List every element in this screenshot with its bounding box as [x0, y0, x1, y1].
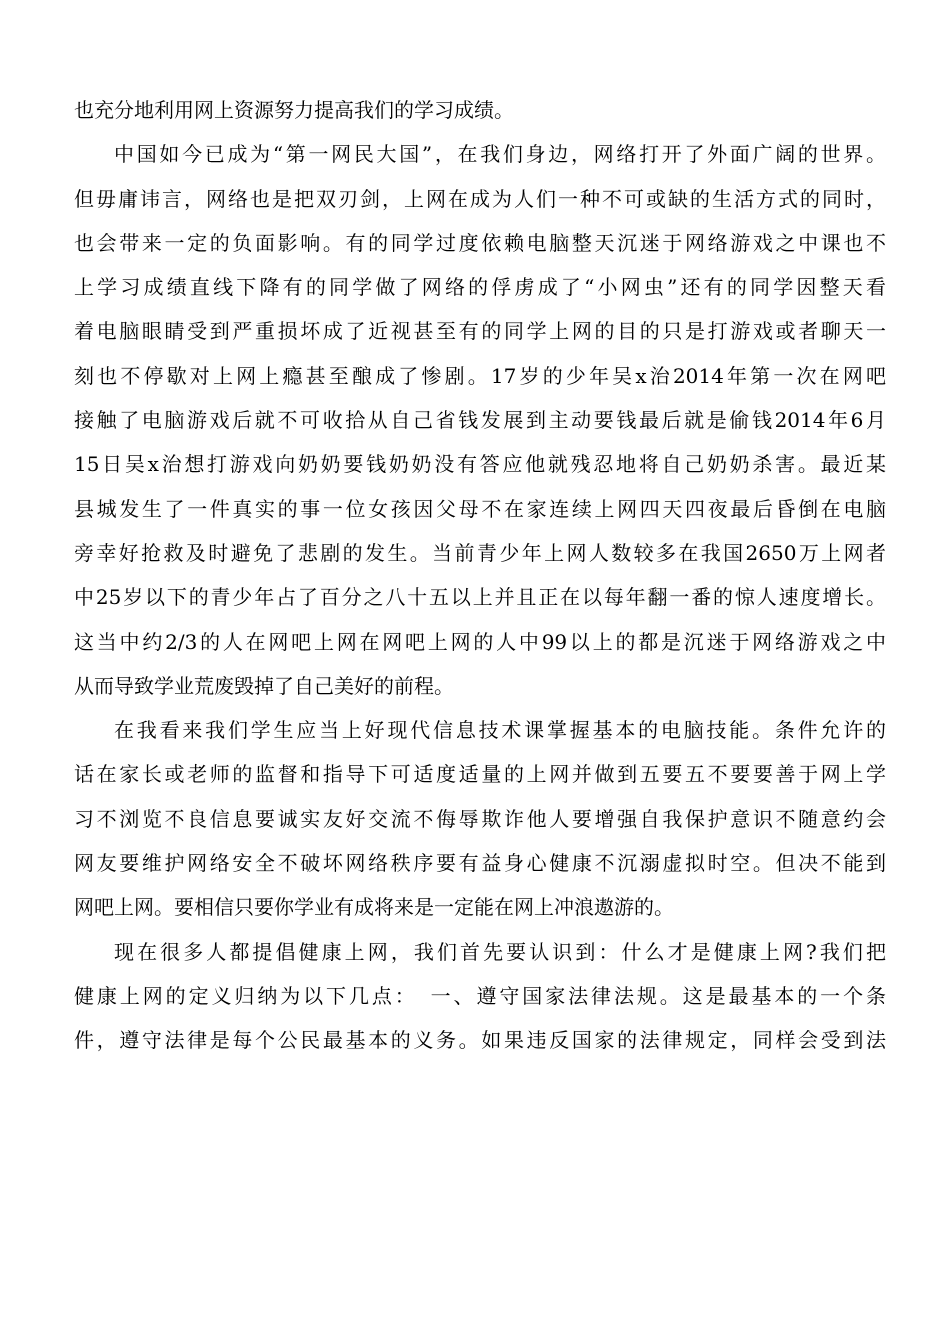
- text-line: 中25岁以下的青少年占了百分之八十五以上并且正在以每年翻一番的惊人速度增长。: [74, 585, 886, 610]
- text-line: 现在很多人都提倡健康上网，我们首先要认识到：什么才是健康上网?我们把: [114, 939, 886, 964]
- text-line: 网友要维护网络安全不破坏网络秩序要有益身心健康不沉溺虚拟时空。但决不能到: [74, 851, 886, 876]
- text-line: 中国如今已成为“第一网民大国”，在我们身边，网络打开了外面广阔的世界。: [114, 142, 886, 167]
- text-line: 旁幸好抢救及时避免了悲剧的发生。当前青少年上网人数较多在我国2650万上网者: [74, 540, 886, 565]
- paragraph: [74, 88, 886, 132]
- text-line: 这当中约2/3的人在网吧上网在网吧上网的人中99以上的都是沉迷于网络游戏之中: [74, 629, 886, 654]
- text-line: 着电脑眼睛受到严重损坏成了近视甚至有的同学上网的目的只是打游戏或者聊天一: [74, 319, 886, 344]
- text-line: 网吧上网。要相信只要你学业有成将来是一定能在网上冲浪遨游的。: [74, 895, 674, 920]
- text-line: 刻也不停歇对上网上瘾甚至酿成了惨剧。17岁的少年吴x治2014年第一次在网吧: [74, 363, 886, 388]
- paragraph: [74, 930, 886, 1063]
- text-line: 15日吴x治想打游戏向奶奶要钱奶奶没有答应他就残忍地将自己奶奶杀害。最近某: [74, 452, 886, 477]
- text-line: 也会带来一定的负面影响。有的同学过度依赖电脑整天沉迷于网络游戏之中课也不: [74, 230, 886, 255]
- text-line: 件，遵守法律是每个公民最基本的义务。如果违反国家的法律规定，同样会受到法: [74, 1028, 886, 1053]
- paragraph: [74, 132, 886, 708]
- text-line: 健康上网的定义归纳为以下几点： 一、遵守国家法律法规。这是最基本的一个条: [74, 983, 886, 1008]
- text-line: 接触了电脑游戏后就不可收拾从自己省钱发展到主动要钱最后就是偷钱2014年6月: [74, 408, 886, 433]
- text-line: 但毋庸讳言，网络也是把双刃剑，上网在成为人们一种不可或缺的生活方式的同时，: [74, 186, 886, 211]
- paragraph: [74, 708, 886, 929]
- text-line: 县城发生了一件真实的事一位女孩因父母不在家连续上网四天四夜最后昏倒在电脑: [74, 496, 886, 521]
- text-line: 从而导致学业荒废毁掉了自己美好的前程。: [74, 673, 454, 698]
- text-line: 话在家长或老师的监督和指导下可适度适量的上网并做到五要五不要要善于网上学: [74, 762, 886, 787]
- text-line: 在我看来我们学生应当上好现代信息技术课掌握基本的电脑技能。条件允许的: [114, 718, 886, 743]
- document-body: [74, 88, 886, 1063]
- text-line: 上学习成绩直线下降有的同学做了网络的俘虏成了“小网虫”还有的同学因整天看: [74, 275, 886, 300]
- text-line: 也充分地利用网上资源努力提高我们的学习成绩。: [74, 98, 514, 122]
- text-line: 习不浏览不良信息要诚实友好交流不侮辱欺诈他人要增强自我保护意识不随意约会: [74, 806, 886, 831]
